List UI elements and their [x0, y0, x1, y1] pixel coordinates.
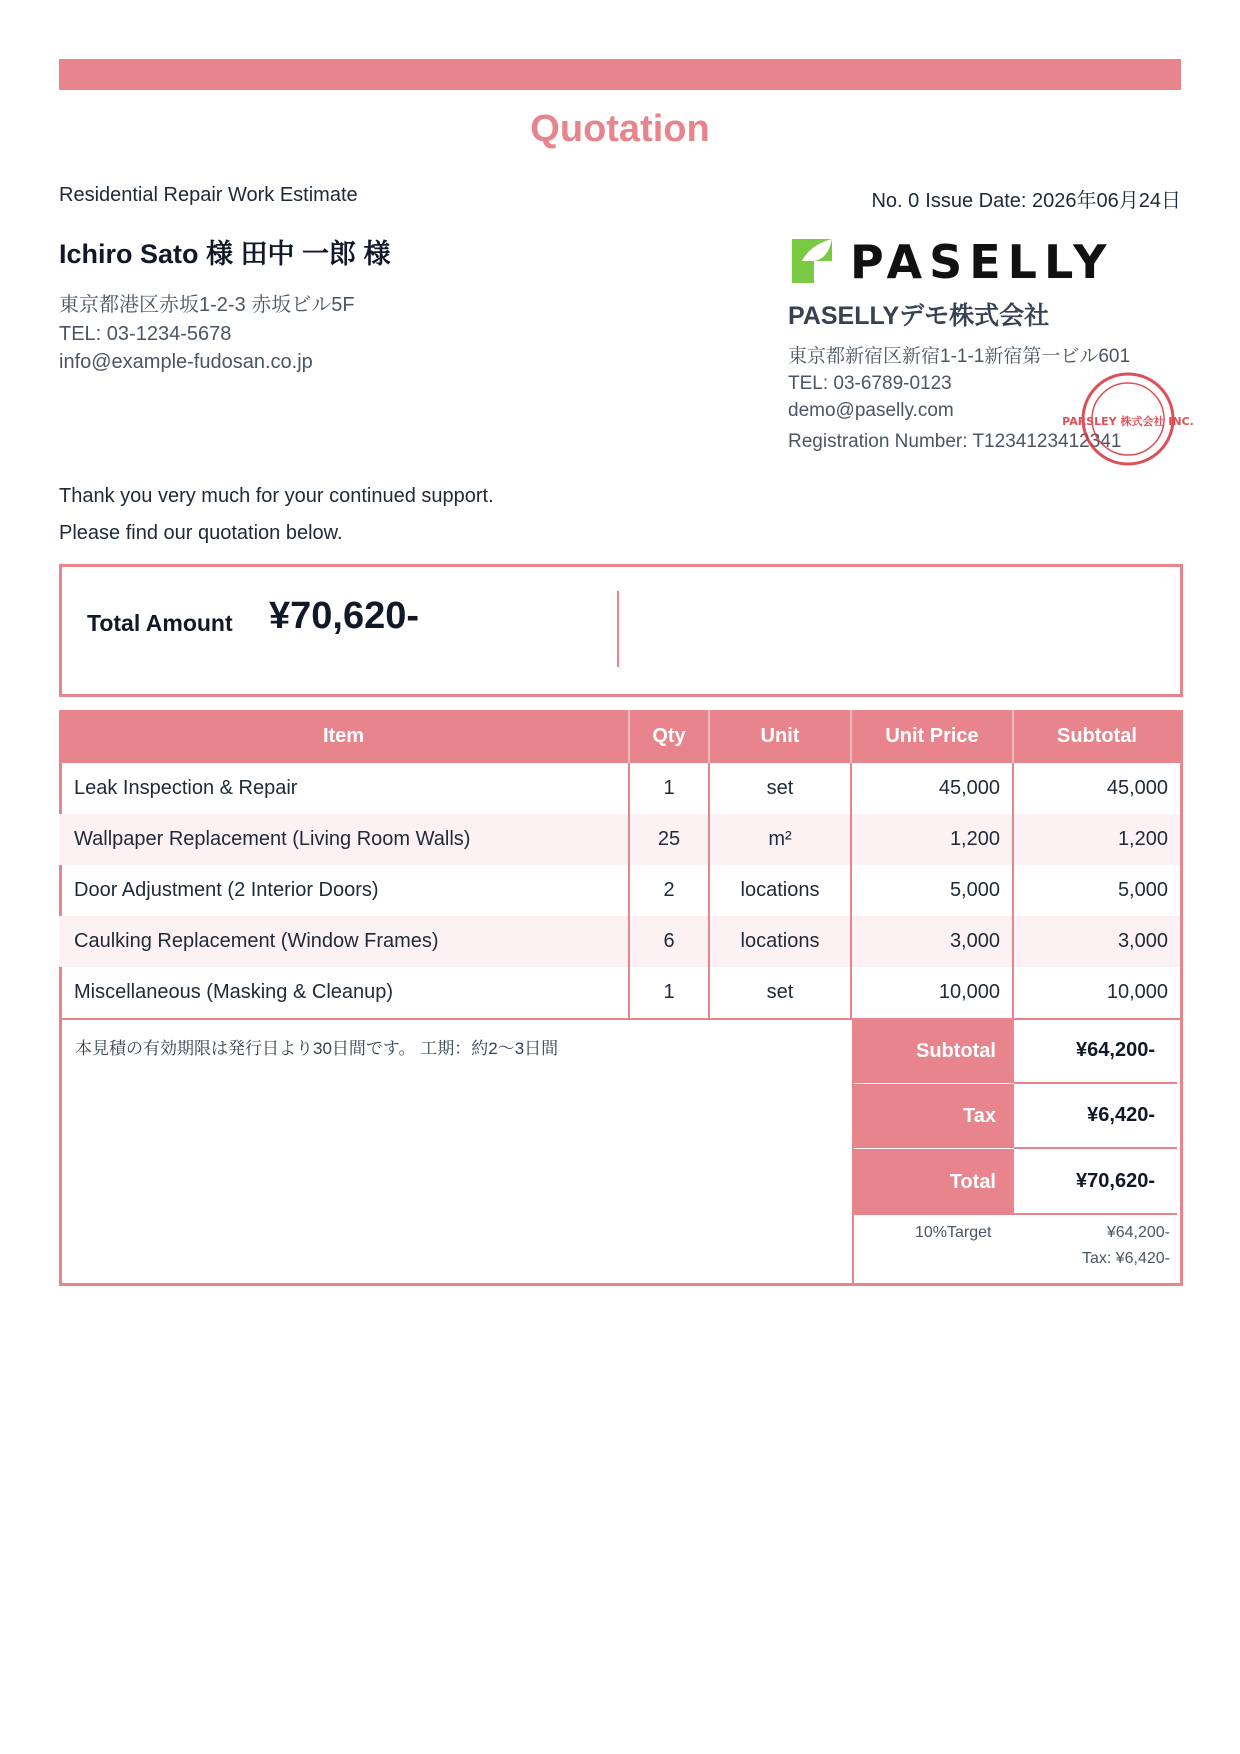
row-subtotal: 3,000 [1117, 930, 1168, 952]
svg-text:PARSLEY 株式会社 INC.: PARSLEY 株式会社 INC. [1062, 415, 1194, 428]
top-accent-bar [59, 59, 1181, 90]
header-qty: Qty [629, 710, 709, 763]
row-unit-price: 3,000 [851, 916, 1013, 967]
row-unit: m² [709, 814, 851, 865]
items-table [59, 710, 1180, 1018]
row-unit-price: 10,000 [851, 967, 1013, 1018]
summary-total-label: Total [854, 1149, 1014, 1215]
table-row [59, 916, 1180, 967]
row-unit: set [709, 967, 851, 1018]
greeting [59, 478, 494, 552]
company-tel: TEL: 03-6789-0123 [788, 373, 952, 394]
row-qty: 1 [629, 763, 709, 814]
tax-target-label: 10%Target [915, 1224, 992, 1241]
summary-subtotal-value: ¥64,200- [1076, 1039, 1155, 1061]
row-item: Leak Inspection & Repair [59, 763, 629, 814]
tax-target-amount: ¥64,200- [1106, 1224, 1170, 1241]
recipient-address: 東京都港区赤坂1-2-3 赤坂ビル5F [59, 294, 355, 316]
recipient-email: info@example-fudosan.co.jp [59, 351, 313, 373]
header-item: Item [59, 710, 629, 763]
total-amount-label: Total Amount [87, 610, 233, 636]
document-meta [871, 184, 1181, 213]
row-subtotal: 5,000 [1117, 879, 1168, 901]
header-unit: Unit [709, 710, 851, 763]
company-address: 東京都新宿区新宿1-1-1新宿第一ビル601 [788, 346, 1131, 367]
summary-subtotal-label: Subtotal [854, 1019, 1014, 1083]
total-amount-value: ¥70,620- [269, 595, 420, 637]
summary-tax-value: ¥6,420- [1087, 1104, 1155, 1126]
table-row [59, 967, 1180, 1018]
row-unit-price: 5,000 [851, 865, 1013, 916]
table-row [59, 763, 1180, 814]
header-subtotal: Subtotal [1013, 710, 1180, 763]
row-subtotal: 10,000 [1106, 981, 1168, 1003]
recipient-tel: TEL: 03-1234-5678 [59, 322, 232, 345]
row-item: Wallpaper Replacement (Living Room Walls) [59, 814, 629, 865]
row-item: Door Adjustment (2 Interior Doors) [59, 865, 629, 916]
issue-date: Issue Date: 2026年06月24日 [925, 190, 1181, 212]
company-seal-stamp [1062, 370, 1194, 468]
recipient-name: Ichiro Sato 様 田中 一郎 様 [59, 239, 391, 269]
document-subject: Residential Repair Work Estimate [59, 184, 358, 206]
row-qty: 1 [629, 967, 709, 1018]
row-subtotal: 1,200 [1117, 828, 1168, 850]
row-unit-price: 45,000 [851, 763, 1013, 814]
items-table-header [59, 710, 1180, 763]
total-amount-box [59, 564, 1183, 697]
summary-total-value: ¥70,620- [1076, 1170, 1155, 1192]
summary-tax-label: Tax [854, 1084, 1014, 1148]
greeting-line-2: Please find our quotation below. [59, 522, 343, 544]
row-item: Miscellaneous (Masking & Cleanup) [59, 967, 629, 1018]
row-unit: locations [709, 865, 851, 916]
summary-rule [852, 1213, 1177, 1215]
row-item: Caulking Replacement (Window Frames) [59, 916, 629, 967]
company-email: demo@paselly.com [788, 400, 954, 421]
recipient-contact [59, 291, 355, 377]
row-qty: 25 [629, 814, 709, 865]
header-unit-price: Unit Price [851, 710, 1013, 763]
row-unit: locations [709, 916, 851, 967]
row-qty: 6 [629, 916, 709, 967]
row-subtotal: 45,000 [1106, 777, 1168, 799]
paselly-logo [788, 231, 1114, 289]
total-box-divider [617, 591, 619, 667]
row-unit-price: 1,200 [851, 814, 1013, 865]
remarks-note: 本見積の有効期限は発行日より30日間です。 工期：約2〜3日間 [75, 1039, 559, 1058]
logo-wordmark: PASELLY [850, 235, 1114, 289]
quotation-number: No. 0 [871, 190, 920, 212]
document-title: Quotation [530, 108, 710, 150]
greeting-line-1: Thank you very much for your continued support. [59, 485, 494, 507]
registration-number: Registration Number: T1234123412341 [788, 431, 1122, 452]
row-unit: set [709, 763, 851, 814]
company-name: PASELLYデモ株式会社 [788, 302, 1050, 330]
row-qty: 2 [629, 865, 709, 916]
table-row [59, 865, 1180, 916]
tax-target-tax: Tax: ¥6,420- [1081, 1250, 1170, 1267]
table-row [59, 814, 1180, 865]
